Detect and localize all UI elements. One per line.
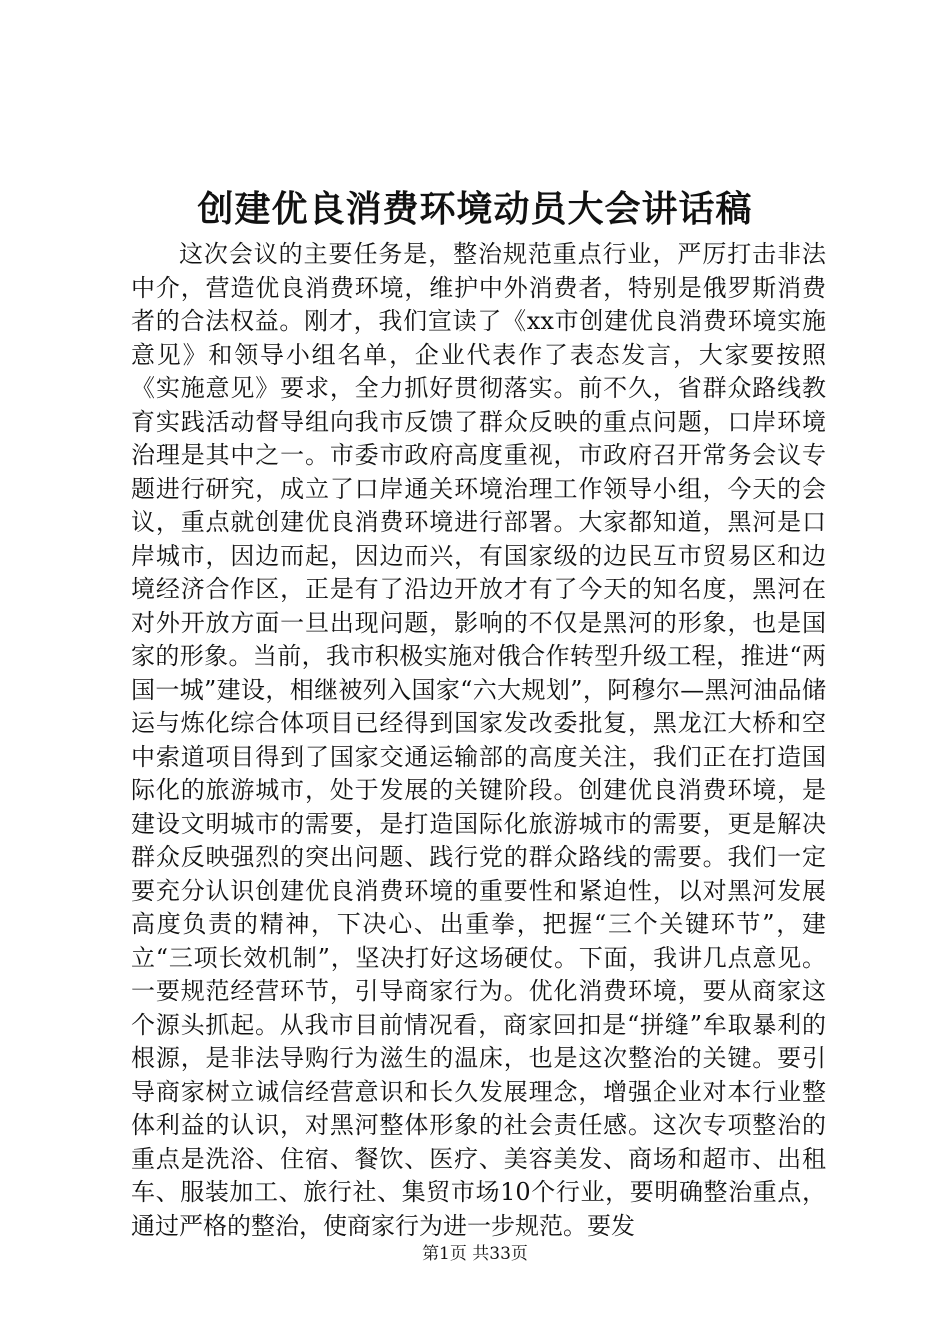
document-title: 创建优良消费环境动员大会讲话稿 bbox=[197, 188, 753, 230]
document-body: 这次会议的主要任务是，整治规范重点行业，严厉打击非法中介，营造优良消费环境，维护中外消费者，特别是俄罗斯消费者的合法权益。刚才，我们宣读了《xx市创建优良消费环境实施意见》和领导小组名单，企业代表作了表态发言，大家要按照《实施意见》要求，全力抓好贯彻落实。前不久，省群众路线教育实践活动督导组向我市反馈了群众反映的重点问题，口岸环境治理是其中之一。市委市政府高度重视，市政府召开常务会议专题进行研究，成立了口岸通关环境治理工作领导小组，今天的会议，重点就创建优良消费环境进行部署。大家都知道，黑河是口岸城市，因边而起，因边而兴，有国家级的边民互市贸易区和边境经济合作区，正是有了沿边开放才有了今天的知名度，黑河在对外开放方面一旦出现问题，影响的不仅是黑河的形象，也是国家的形象。当前，我市积极实施对俄合作转型升级工程，推进“两国一城”建设，相继被列入国家“六大规划”，阿穆尔—黑河油品储运与炼化综合体项目已经得到国家发改委批复，黑龙江大桥和空中索道项目得到了国家交通运输部的高度关注，我们正在打造国际化的旅游城市，处于发展的关键阶段。创建优良消费环境，是建设文明城市的需要，是打造国际化旅游城市的需要，更是解决群众反映强烈的突出问题、践行党的群众路线的需要。我们一定要充分认识创建优良消费环境的重要性和紧迫性，以对黑河发展高度负责的精神，下决心、出重拳，把握“三个关键环节”，建立“三项长效机制”，坚决打好这场硬仗。下面，我讲几点意见。一要规范经营环节，引导商家行为。优化消费环境，要从商家这个源头抓起。从我市目前情况看，商家回扣是“拼缝”牟取暴利的根源，是非法导购行为滋生的温床，也是这次整治的关键。要引导商家树立诚信经营意识和长久发展理念，增强企业对本行业整体利益的认识，对黑河整体形象的社会责任感。这次专项整治的重点是洗浴、住宿、餐饮、医疗、美容美发、商场和超市、出租车、服装加工、旅行社、集贸市场10个行业，要明确整治重点，通过严格的整治，使商家行为进一步规范。要发 bbox=[131, 240, 826, 1240]
page-number: 第1页 共33页 bbox=[422, 1244, 528, 1264]
